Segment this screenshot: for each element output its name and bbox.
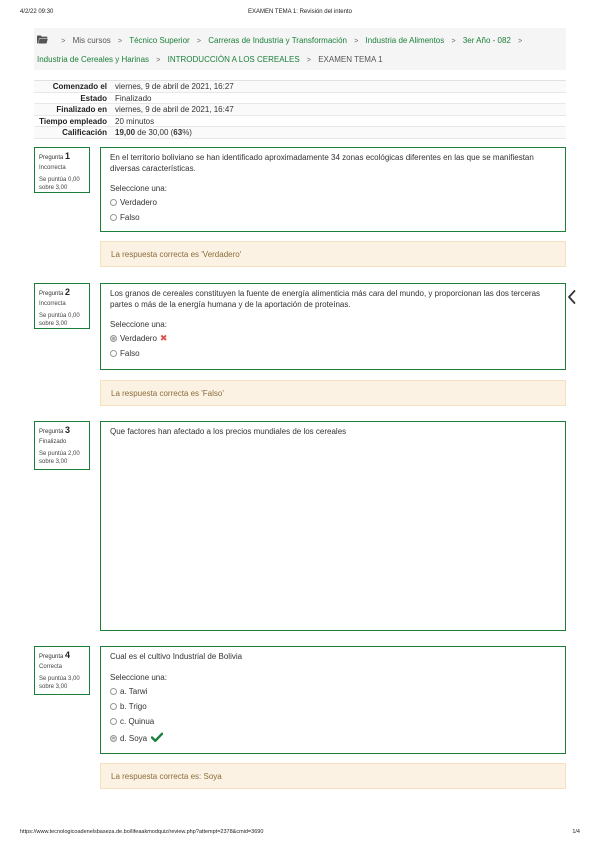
answer-option[interactable]: d. Soya <box>110 733 556 744</box>
summary-value: viernes, 9 de abril de 2021, 16:27 <box>115 82 234 91</box>
chevron-left-icon[interactable] <box>565 288 579 306</box>
radio-button[interactable] <box>110 214 117 221</box>
summary-row-grade <box>34 127 566 139</box>
radio-button[interactable] <box>110 688 117 695</box>
question-number: Pregunta 4 <box>39 650 71 660</box>
summary-row <box>34 104 566 116</box>
summary-label: Comenzado el <box>52 82 107 91</box>
breadcrumb-separator: > <box>451 38 456 45</box>
answer-option[interactable]: b. Trigo <box>110 701 556 712</box>
grade-mid: de 30,00 ( <box>135 128 174 138</box>
question-info-2 <box>34 283 90 329</box>
question-status: Incorrecta <box>39 301 66 307</box>
question-text: Cual es el cultivo Industrial de Bolivia <box>110 652 243 661</box>
breadcrumb-separator: > <box>518 38 523 45</box>
breadcrumb <box>34 28 566 70</box>
answer-option[interactable]: a. Tarwi <box>110 686 556 697</box>
breadcrumb-separator: > <box>196 38 202 45</box>
breadcrumb-separator: > <box>354 38 359 45</box>
question-number: Pregunta 2 <box>39 287 71 297</box>
breadcrumb-separator: > <box>118 38 123 45</box>
radio-button[interactable] <box>110 199 117 206</box>
summary-value: 20 minutos <box>115 116 155 126</box>
folder-icon <box>37 35 48 46</box>
print-header <box>0 9 600 19</box>
grade-value <box>115 127 192 138</box>
answer-prompt: Seleccione una: <box>110 320 167 329</box>
question-content-4 <box>100 646 566 754</box>
question-grade: Se puntúa 2,00 sobre 3,00 <box>39 451 80 465</box>
grade-end: %) <box>182 128 192 138</box>
question-status: Finalizado <box>39 439 67 445</box>
answer-option[interactable]: Falso <box>110 212 556 223</box>
question-text: Que factores han afectado a los precios mundiales de los cereales <box>110 427 347 436</box>
question-content-1 <box>100 147 566 232</box>
summary-row <box>34 81 566 93</box>
feedback-box: La respuesta correcta es 'Falso' <box>100 380 566 406</box>
question-content-2 <box>100 283 566 370</box>
radio-button[interactable] <box>110 703 117 710</box>
breadcrumb-cereales-harinas[interactable]: Industria de Cereales y Harinas <box>37 55 150 64</box>
summary-label: Calificación <box>62 128 107 138</box>
summary-label: Tiempo empleado <box>39 116 107 126</box>
summary-row <box>34 116 566 128</box>
breadcrumb-industria-alimentos[interactable]: Industria de Alimentos <box>365 36 445 45</box>
answer-option[interactable]: c. Quinua <box>110 716 556 727</box>
print-timestamp: 4/2/22 09:30 <box>20 9 54 15</box>
print-title: EXAMEN TEMA 1: Revisión del intento <box>248 9 352 15</box>
radio-button[interactable] <box>110 718 117 725</box>
question-status: Incorrecta <box>39 165 66 171</box>
incorrect-icon: ✖ <box>159 333 168 343</box>
correct-check-icon <box>151 732 163 744</box>
question-number: Pregunta 3 <box>39 425 71 435</box>
grade-score: 19,00 <box>115 128 136 138</box>
summary-value: viernes, 9 de abril de 2021, 16:47 <box>115 105 234 115</box>
breadcrumb-separator: > <box>156 57 161 64</box>
print-url: https://www.tecnologicoadenelsbaseza.de.bo/lifeaakmodquiz/review.php?attempt=2378&cmid=3690 <box>20 829 264 835</box>
print-page-number: 1/4 <box>572 829 580 835</box>
question-content-3 <box>100 421 566 631</box>
breadcrumb-current: EXAMEN TEMA 1 <box>318 55 383 64</box>
feedback-box: La respuesta correcta es 'Verdadero' <box>100 241 566 267</box>
question-info-3 <box>34 421 90 470</box>
grade-percent: 63 <box>173 128 183 138</box>
breadcrumb-mis-cursos[interactable]: Mis cursos <box>72 36 111 45</box>
summary-label: Estado <box>80 93 107 103</box>
question-status: Correcta <box>39 664 63 670</box>
radio-button[interactable] <box>110 350 117 357</box>
radio-button-selected[interactable] <box>110 735 117 742</box>
answer-prompt: Seleccione una: <box>110 672 167 682</box>
breadcrumb-3er-anio[interactable]: 3er Año - 082 <box>462 36 511 45</box>
question-info-4 <box>34 646 90 695</box>
attempt-summary-table <box>34 80 566 139</box>
breadcrumb-separator: > <box>306 57 311 64</box>
feedback-box: La respuesta correcta es: Soya <box>100 763 566 789</box>
question-grade: Se puntúa 0,00 sobre 3,00 <box>39 313 80 327</box>
answer-option[interactable]: Verdadero <box>110 197 556 208</box>
question-number: Pregunta 1 <box>39 151 71 161</box>
summary-row <box>34 93 566 105</box>
answer-option[interactable]: Falso <box>110 348 556 359</box>
question-text: En el territorio boliviano se han identificado aproximadamente 34 zonas ecológicas diferentes en las que se manifiestan diversas características. <box>110 153 534 173</box>
breadcrumb-introduccion[interactable]: INTRODUCCIÓN A LOS CEREALES <box>167 55 300 64</box>
breadcrumb-carreras[interactable]: Carreras de Industria y Transformación <box>208 36 347 45</box>
question-grade: Se puntúa 3,00 sobre 3,00 <box>39 676 80 690</box>
summary-label: Finalizado en <box>56 105 107 115</box>
summary-value: Finalizado <box>115 93 152 103</box>
question-grade: Se puntúa 0,00 sobre 3,00 <box>39 177 80 191</box>
question-text: Los granos de cereales constituyen la fuente de energía alimenticia más cara del mundo, y proporcionan las dos terceras partes o más de la energía humana y de la aportación de proteínas. <box>110 289 541 309</box>
breadcrumb-tecnico-superior[interactable]: Técnico Superior <box>129 36 190 45</box>
question-info-1 <box>34 147 90 193</box>
answer-prompt: Seleccione una: <box>110 184 167 193</box>
answer-option[interactable]: Verdadero ✖ <box>110 333 556 344</box>
radio-button-selected[interactable] <box>110 335 117 342</box>
breadcrumb-separator: > <box>61 38 66 45</box>
